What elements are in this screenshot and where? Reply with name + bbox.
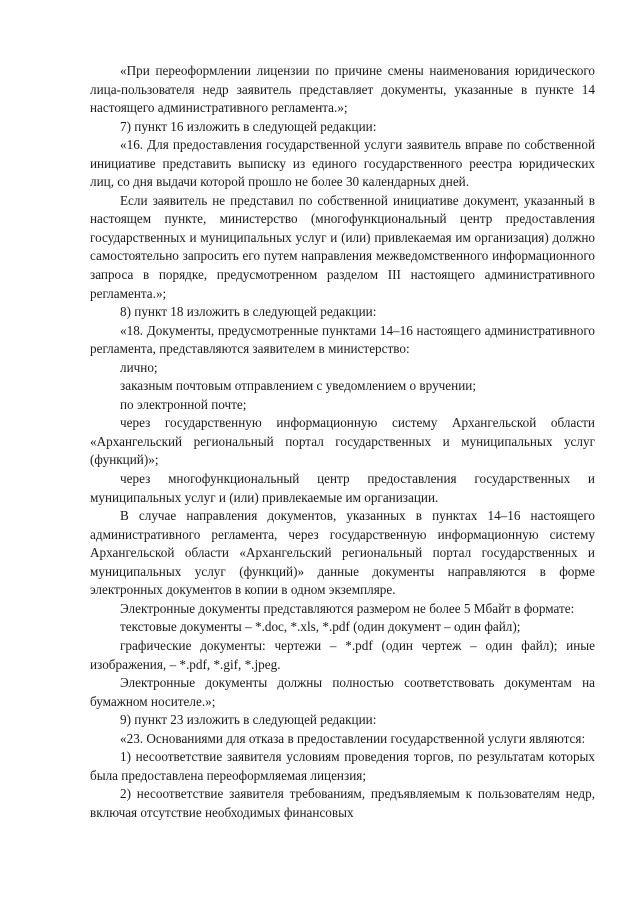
paragraph-refusal-ground-1: 1) несоответствие заявителя условиям проведения торгов, по результатам которых была предоставлена переоформляемая лицензия;	[90, 749, 595, 783]
paragraph-item-9: 9) пункт 23 изложить в следующей редакции:	[120, 712, 377, 728]
paragraph-in-person: лично;	[120, 359, 158, 375]
paragraph-point-18: «18. Документы, предусмотренные пунктами 14–16 настоящего административного регламента, представляются заявителем в министерство:	[90, 322, 595, 357]
paragraph-point-23: «23. Основаниями для отказа в предоставлении государственной услуги являются:	[120, 730, 586, 746]
paragraph-email: по электронной почте;	[120, 396, 247, 412]
paragraph-item-7: 7) пункт 16 изложить в следующей редакции:	[120, 118, 377, 134]
paragraph-refusal-ground-2: 2) несоответствие заявителя требованиям, предъявляемым к пользователям недр, включая отсутствие необходимых финансовых	[90, 786, 595, 820]
paragraph-graphic-formats: графические документы: чертежи – *.pdf (один чертеж – один файл); иные изображения, – *.pdf, *.gif, *.jpeg.	[90, 637, 595, 672]
paragraph-text-formats: текстовые документы – *.doc, *.xls, *.pdf (один документ – один файл);	[120, 619, 521, 635]
paragraph-registered-mail: заказным почтовым отправлением с уведомлением о вручении;	[120, 378, 476, 394]
paragraph-mfc: через многофункциональный центр предоставления государственных и муниципальных услуг и (или) привлекаемые им организации.	[90, 471, 595, 505]
paragraph-point-16: «16. Для предоставления государственной услуги заявитель вправе по собственной инициативе представить выписку из единого государственного реестра юридических лиц, со дня выдачи которой прошло не более 30 календарных дней.	[90, 137, 595, 190]
paragraph-license-renaming: «При переоформлении лицензии по причине смены наименования юридического лица-пользователя недр заявитель представляет документы, указанные в пункте 14 настоящего административного регламента.»;	[90, 63, 595, 116]
paragraph-file-size: Электронные документы представляются размером не более 5 Мбайт в формате:	[120, 600, 575, 616]
paragraph-regional-portal: через государственную информационную систему Архангельской области «Архангельский региональный портал государственных и муниципальных услуг (функций)»;	[90, 415, 595, 468]
paragraph-electronic-submission: В случае направления документов, указанных в пунктах 14–16 настоящего административного регламента, через государственную информационную систему Архангельской области «Архангельский региональный портал государственных и муниципальных услуг (функций)» данные документы направляются в форме электронных документов в копии в одном экземпляре.	[90, 508, 595, 598]
paragraph-interagency-request: Если заявитель не представил по собственной инициативе документ, указанный в настоящем пункте, министерство (многофункциональный центр предоставления государственных и муниципальных услуг и (или) привлекаемая им организация) должно самостоятельно запросить его путем направления межведомственного информационного запроса в порядке, предусмотренном разделом III настоящего административного регламента.»;	[90, 192, 595, 301]
paragraph-item-8: 8) пункт 18 изложить в следующей редакции:	[120, 304, 377, 320]
document-body	[90, 62, 595, 822]
paragraph-paper-equivalence: Электронные документы должны полностью соответствовать документам на бумажном носителе.»;	[90, 675, 595, 709]
